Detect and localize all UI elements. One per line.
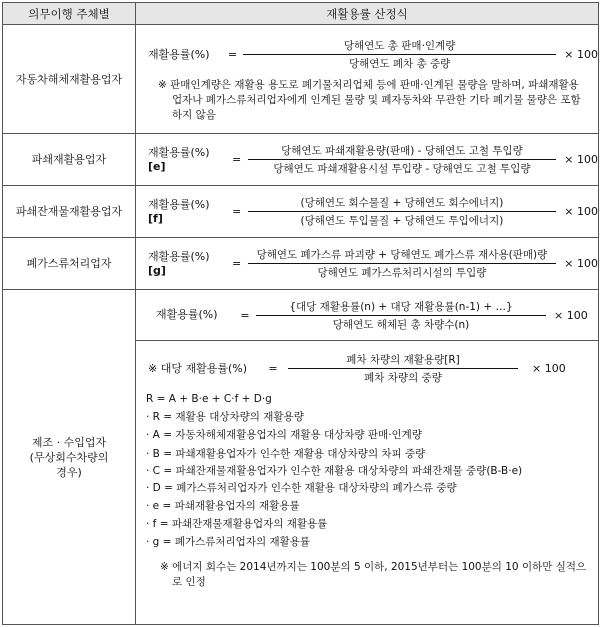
table-row	[3, 238, 599, 290]
formula-variable: [g]	[148, 263, 166, 277]
subject-line: (무상회수차량의	[29, 450, 109, 464]
formula-cell	[136, 238, 599, 290]
table-header-row	[3, 3, 599, 25]
list-item: · C = 파쇄잔재물재활용업자가 인수한 재활용 대상차량의 파쇄잔재물 중량(B-B·e)	[146, 464, 523, 477]
list-item: · g = 폐가스류처리업자의 재활용률	[146, 536, 311, 549]
denominator: 당해연도 해체된 총 차량수(n)	[332, 318, 470, 331]
numerator: 당해연도 총 판매·인계량	[343, 40, 456, 52]
formula-cell	[136, 290, 599, 625]
list-item: R = A + B·e + C·f + D·g	[146, 393, 272, 405]
denominator: (당해연도 투입물질 + 당해연도 투입에너지)	[300, 215, 504, 227]
multiplier: × 100	[532, 362, 566, 375]
list-item: · B = 파쇄재활용업자가 인수한 재활용 대상차량의 차피 중량	[146, 447, 426, 460]
multiplier: × 100	[564, 257, 598, 270]
formula-lhs: ※ 대당 재활용률(%)	[148, 361, 248, 375]
multiplier: × 100	[564, 153, 598, 166]
fraction	[248, 246, 557, 281]
fraction	[248, 194, 557, 229]
denominator: 당해연도 폐차 총 중량	[348, 58, 451, 70]
formula-lhs: 재활용률(%)	[148, 47, 210, 61]
formula-cell	[136, 25, 599, 134]
list-item: · D = 폐가스류처리업자가 인수한 재활용 대상차량의 폐가스류 중량	[146, 481, 457, 494]
equals-sign: =	[232, 153, 242, 166]
list-item: · A = 자동차해체재활용업자의 재활용 대상차량 판매·인계량	[146, 429, 422, 442]
subject-cell: 파쇄잔재물재활용업자	[3, 186, 136, 238]
multiplier: × 100	[564, 205, 598, 218]
numerator: 폐차 차량의 재활용량[R]	[346, 354, 460, 366]
table-row	[3, 25, 599, 134]
equals-sign: =	[232, 257, 242, 270]
formula-lhs: 재활용률(%)	[148, 249, 210, 263]
fraction	[243, 37, 556, 72]
numerator: {대당 재활용률(n) + 대당 재활용률(n-1) + …}	[289, 300, 513, 313]
multiplier: × 100	[554, 308, 588, 322]
recycling-rate-table	[2, 2, 599, 625]
formula	[136, 37, 598, 72]
subject-cell: 폐가스류처리업자	[3, 238, 136, 290]
fraction	[288, 351, 518, 386]
fraction	[248, 142, 557, 177]
formula-block	[136, 290, 598, 340]
formula-cell	[136, 186, 599, 238]
formula	[136, 142, 598, 177]
equals-sign: =	[232, 205, 242, 218]
formula-lhs: 재활용률(%)	[156, 308, 218, 321]
header-subject: 의무이행 주체별	[3, 3, 136, 25]
formula-cell	[136, 134, 599, 186]
formula	[136, 341, 598, 386]
subject-cell: 파쇄재활용업자	[3, 134, 136, 186]
table-row	[3, 134, 599, 186]
formula-lhs: 재활용률(%)	[148, 145, 210, 159]
numerator: 당해연도 파쇄재활용량(판매) - 당해연도 고철 투입량	[281, 145, 523, 157]
fraction	[256, 298, 546, 333]
header-formula: 재활용률 산정식	[136, 3, 599, 25]
formula-lhs: 재활용률(%)	[148, 197, 210, 211]
formula-variable: [f]	[148, 211, 163, 225]
subject-line: 경우)	[56, 465, 82, 479]
table-row	[3, 186, 599, 238]
table-row	[3, 290, 599, 625]
numerator: 당해연도 폐가스류 파괴량 + 당해연도 폐가스류 재사용(판매)량	[256, 249, 548, 261]
sub-formula-section	[136, 340, 598, 590]
numerator: (당해연도 회수물질 + 당해연도 회수에너지)	[300, 197, 504, 209]
list-item: · e = 파쇄재활용업자의 재활용률	[146, 500, 300, 513]
formula-variable: [e]	[148, 159, 166, 173]
list-item: · f = 파쇄잔재물재활용업자의 재활용률	[146, 518, 328, 531]
equals-sign: =	[227, 48, 238, 61]
formula	[136, 246, 598, 281]
note-text: ※ 판매인계량은 재활용 용도로 폐기물처리업체 등에 판매·인계된 물량을 말하며, 파쇄재활용업자나 폐가스류처리업자에게 인계된 물량 및 폐자동차와 무관한 기타 폐기물 물량은 포함하지 않음	[158, 79, 581, 121]
subject-line: 제조 · 수입업자	[31, 435, 107, 449]
denominator: 당해연도 폐가스류처리시설의 투입량	[317, 267, 487, 279]
equals-sign: =	[268, 362, 278, 375]
denominator: 당해연도 파쇄재활용시설 투입량 - 당해연도 고철 투입량	[273, 163, 531, 175]
denominator: 폐차 차량의 중량	[364, 372, 442, 384]
energy-note: ※ 에너지 회수는 2014년까지는 100분의 5 이하, 2015년부터는 100분의 10 이하만 실적으로 인정	[160, 560, 587, 588]
formula	[136, 298, 588, 333]
variable-list	[136, 386, 598, 590]
equals-sign: =	[240, 308, 250, 322]
multiplier: × 100	[564, 48, 598, 61]
subject-cell	[3, 290, 136, 625]
list-item: · R = 재활용 대상차량의 재활용량	[146, 411, 304, 424]
subject-cell: 자동차해체재활용업자	[3, 25, 136, 134]
formula	[136, 194, 598, 229]
